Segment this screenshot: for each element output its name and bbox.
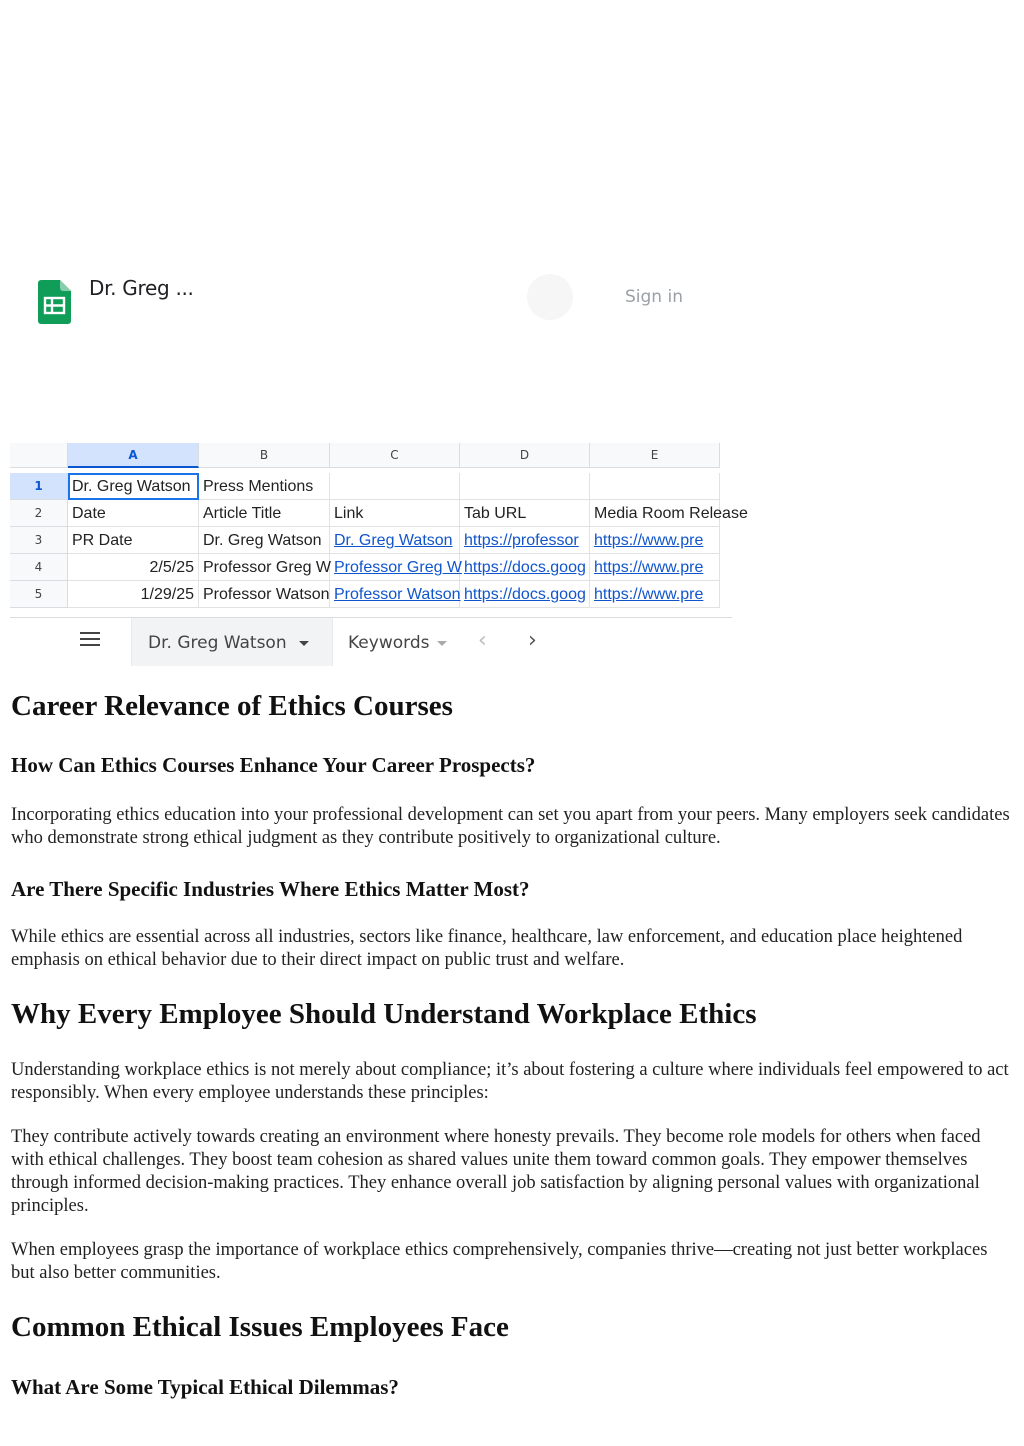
section-heading: Common Ethical Issues Employees Face — [11, 1311, 509, 1343]
table-row — [10, 500, 748, 527]
chevron-down-icon[interactable] — [437, 641, 447, 646]
table-cell[interactable]: Dr. Greg Watson — [199, 527, 330, 554]
table-cell[interactable]: Tab URL — [460, 500, 590, 527]
paragraph: While ethics are essential across all industries, sectors like finance, healthcare, law enforcement, and education place heightened emphasis on ethical behavior due to their direct impact on public trust and welfare. — [11, 927, 963, 970]
column-header-c[interactable]: C — [330, 443, 460, 468]
column-header-d[interactable]: D — [460, 443, 590, 468]
column-header-a[interactable]: A — [68, 443, 199, 468]
table-cell-link[interactable]: https://professor — [460, 527, 590, 554]
sign-in-link[interactable]: Sign in — [625, 287, 683, 307]
section-heading: Why Every Employee Should Understand Workplace Ethics — [11, 998, 757, 1030]
row-header[interactable]: 3 — [10, 527, 68, 554]
table-cell[interactable]: Press Mentions — [199, 473, 330, 500]
sheet-header — [0, 260, 740, 340]
paragraph: When employees grasp the importance of workplace ethics comprehensively, companies thrive—creating not just better workplaces but also better communities. — [11, 1240, 988, 1283]
table-cell[interactable]: Dr. Greg Watson — [68, 473, 199, 500]
table-row — [10, 581, 712, 608]
column-header-e[interactable]: E — [590, 443, 720, 468]
chevron-left-icon[interactable]: ‹ — [478, 628, 487, 653]
table-cell-link[interactable]: https://docs.goog — [460, 554, 590, 581]
table-cell[interactable]: Professor Watson — [199, 581, 330, 608]
section-heading: Career Relevance of Ethics Courses — [11, 690, 453, 722]
table-row — [10, 527, 712, 554]
table-cell-link[interactable]: Professor Greg W — [330, 554, 460, 581]
table-cell[interactable]: Article Title — [199, 500, 330, 527]
table-cell-link[interactable]: Dr. Greg Watson — [330, 527, 460, 554]
sheet-tab-active[interactable] — [131, 618, 333, 666]
table-row — [10, 473, 712, 500]
sheet-tab-label: Dr. Greg Watson — [148, 633, 287, 653]
column-header-b[interactable]: B — [199, 443, 330, 468]
spreadsheet-grid[interactable] — [10, 443, 748, 603]
google-sheets-icon[interactable] — [38, 280, 71, 324]
table-cell[interactable]: PR Date — [68, 527, 199, 554]
all-sheets-menu-icon[interactable] — [80, 632, 100, 648]
select-all-corner[interactable] — [10, 443, 68, 468]
table-cell-link[interactable]: https://www.pre — [590, 554, 720, 581]
row-header[interactable]: 5 — [10, 581, 68, 608]
table-cell[interactable]: Media Room Release — [590, 500, 720, 527]
table-cell-link[interactable]: https://docs.goog — [460, 581, 590, 608]
sheet-title[interactable]: Dr. Greg ... — [89, 276, 194, 300]
subsection-heading: What Are Some Typical Ethical Dilemmas? — [11, 1375, 399, 1399]
row-header[interactable]: 4 — [10, 554, 68, 581]
sheet-tab-keywords[interactable] — [348, 618, 447, 666]
paragraph: Incorporating ethics education into your professional development can set you apart from your peers. Many employers seek candidates who demonstrate strong ethical judgment as they contribute positively to organizational culture. — [11, 805, 1010, 848]
row-header[interactable]: 2 — [10, 500, 68, 527]
table-cell-link[interactable]: Professor Watson — [330, 581, 460, 608]
table-cell[interactable] — [590, 473, 720, 500]
chevron-down-icon[interactable] — [299, 641, 309, 646]
table-cell[interactable] — [460, 473, 590, 500]
table-cell[interactable]: Professor Greg W — [199, 554, 330, 581]
chevron-right-icon[interactable]: › — [528, 628, 537, 653]
sheet-tab-bar — [10, 617, 732, 666]
paragraph: Understanding workplace ethics is not merely about compliance; it’s about fostering a culture where individuals feel empowered to act responsibly. When every employee understands these principles: — [11, 1060, 1009, 1103]
table-cell[interactable]: 2/5/25 — [68, 554, 199, 581]
column-header-row — [10, 443, 712, 468]
table-row — [10, 554, 712, 581]
subsection-heading: Are There Specific Industries Where Ethics Matter Most? — [11, 877, 530, 901]
sheet-tab-label: Keywords — [348, 633, 430, 653]
row-header[interactable]: 1 — [10, 473, 68, 500]
subsection-heading: How Can Ethics Courses Enhance Your Career Prospects? — [11, 753, 536, 777]
table-cell-link[interactable]: https://www.pre — [590, 527, 720, 554]
table-cell-link[interactable]: https://www.pre — [590, 581, 720, 608]
paragraph: They contribute actively towards creating an environment where honesty prevails. They become role models for others when faced with ethical challenges. They boost team cohesion as shared values unite them toward common goals. They empower themselves through informed decision-making practices. They enhance overall job satisfaction by aligning personal values with organizational principles. — [11, 1127, 981, 1216]
table-cell[interactable]: Date — [68, 500, 199, 527]
table-cell[interactable]: Link — [330, 500, 460, 527]
table-cell[interactable]: 1/29/25 — [68, 581, 199, 608]
table-cell[interactable] — [330, 473, 460, 500]
avatar — [527, 274, 573, 320]
